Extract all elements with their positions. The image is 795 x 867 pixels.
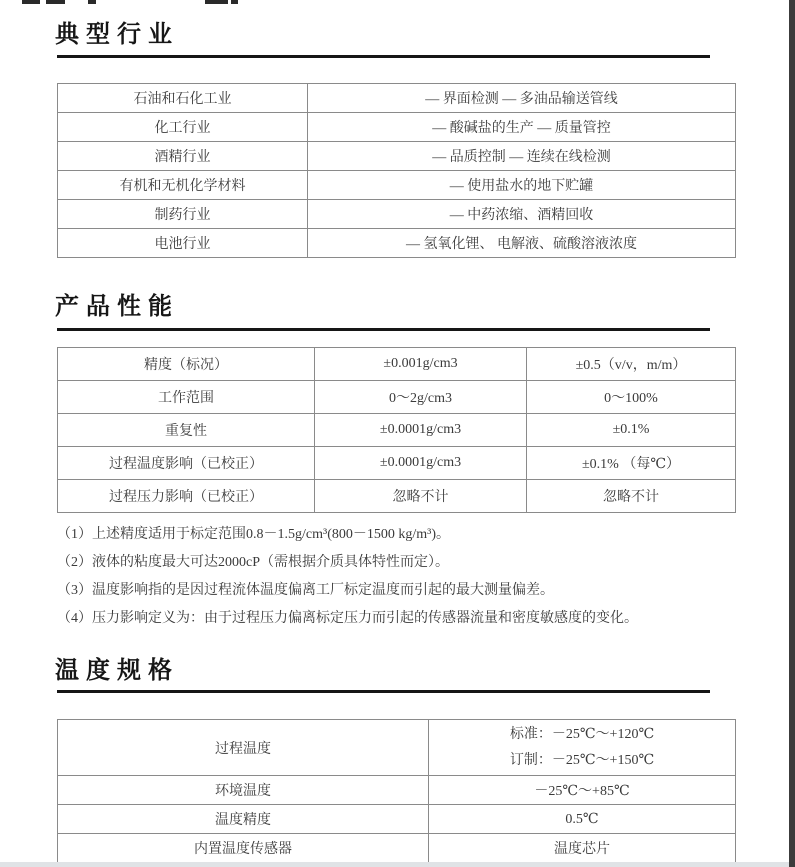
footnotes (57, 521, 757, 633)
application-cell: — 氢氧化锂、 电解液、硫酸溶液浓度 (308, 229, 736, 258)
table-row (58, 480, 736, 513)
table-row (58, 776, 736, 805)
industry-cell: 制药行业 (58, 200, 308, 229)
industry-cell: 化工行业 (58, 113, 308, 142)
table-row (58, 381, 736, 414)
application-cell: — 使用盐水的地下贮罐 (308, 171, 736, 200)
footnote: （4）压力影响定义为：由于过程压力偏离标定压力而引起的传感器流量和密度敏感度的变化。 (57, 611, 638, 626)
application-cell: — 中药浓缩、酒精回收 (308, 200, 736, 229)
spec-label-cell: 精度（标况） (58, 348, 315, 381)
industry-cell: 有机和无机化学材料 (58, 171, 308, 200)
typical-industries-table (57, 83, 736, 258)
application-cell: — 酸碱盐的生产 — 质量管控 (308, 113, 736, 142)
spec-value-cell: 0～100% (527, 381, 736, 414)
spec-value-cell: ±0.1% (527, 414, 736, 447)
section-heading-temperature-spec: 温度规格 (55, 657, 179, 684)
spec-value-cell: ±0.001g/cm3 (315, 348, 527, 381)
table-row (58, 447, 736, 480)
spec-value-line: 订制：－25℃～+150℃ (509, 752, 655, 768)
heading-rule (57, 690, 710, 693)
spec-value-cell: 0～2g/cm3 (315, 381, 527, 414)
spec-value-cell: ±0.1% （每℃） (527, 447, 736, 480)
footnote: （2）液体的粘度最大可达2000cP（需根据介质具体特性而定）。 (57, 555, 449, 570)
spec-value-cell: 0.5℃ (429, 805, 736, 834)
spec-label-cell: 过程压力影响（已校正） (58, 480, 315, 513)
spec-value-cell: 温度芯片 (429, 834, 736, 863)
table-row (58, 720, 736, 776)
heading-rule (57, 328, 710, 331)
table-row (58, 834, 736, 863)
cropped-text-artifact (205, 0, 228, 4)
spec-label-cell: 过程温度 (58, 720, 429, 776)
spec-value-cell: 忽略不计 (527, 480, 736, 513)
spec-value-cell: ±0.0001g/cm3 (315, 447, 527, 480)
table-row (58, 414, 736, 447)
table-row (58, 113, 736, 142)
section-heading-typical-industries: 典型行业 (55, 21, 179, 48)
application-cell: — 界面检测 — 多油品输送管线 (308, 84, 736, 113)
spec-label-cell: 内置温度传感器 (58, 834, 429, 863)
spec-value-cell (429, 720, 736, 776)
spec-label-cell: 环境温度 (58, 776, 429, 805)
spec-value-cell: －25℃～+85℃ (429, 776, 736, 805)
footnote: （3）温度影响指的是因过程流体温度偏离工厂标定温度而引起的最大测量偏差。 (57, 583, 554, 598)
spec-label-cell: 重复性 (58, 414, 315, 447)
heading-rule (57, 55, 710, 58)
industry-cell: 电池行业 (58, 229, 308, 258)
viewer-right-edge (789, 0, 795, 867)
table-row (58, 171, 736, 200)
section-heading-product-performance: 产品性能 (55, 293, 179, 320)
table-row (58, 142, 736, 171)
spec-value-line: 标准：－25℃～+120℃ (509, 726, 655, 742)
spec-label-cell: 工作范围 (58, 381, 315, 414)
page-bottom-edge (0, 862, 795, 867)
table-row (58, 200, 736, 229)
cropped-text-artifact (88, 0, 96, 4)
cropped-text-artifact (22, 0, 40, 4)
industry-cell: 石油和石化工业 (58, 84, 308, 113)
industry-cell: 酒精行业 (58, 142, 308, 171)
spec-value-cell: ±0.0001g/cm3 (315, 414, 527, 447)
spec-label-cell: 温度精度 (58, 805, 429, 834)
cropped-text-artifact (231, 0, 238, 4)
table-row (58, 805, 736, 834)
footnote: （1）上述精度适用于标定范围0.8－1.5g/cm³(800－1500 kg/m³)。 (57, 527, 450, 542)
cropped-text-artifact (46, 0, 65, 4)
spec-value-cell: ±0.5（v/v，m/m） (527, 348, 736, 381)
product-performance-table (57, 347, 736, 513)
spec-value-cell: 忽略不计 (315, 480, 527, 513)
table-row (58, 84, 736, 113)
table-row (58, 229, 736, 258)
table-row (58, 348, 736, 381)
spec-label-cell: 过程温度影响（已校正） (58, 447, 315, 480)
temperature-spec-table (57, 719, 736, 863)
application-cell: — 品质控制 — 连续在线检测 (308, 142, 736, 171)
